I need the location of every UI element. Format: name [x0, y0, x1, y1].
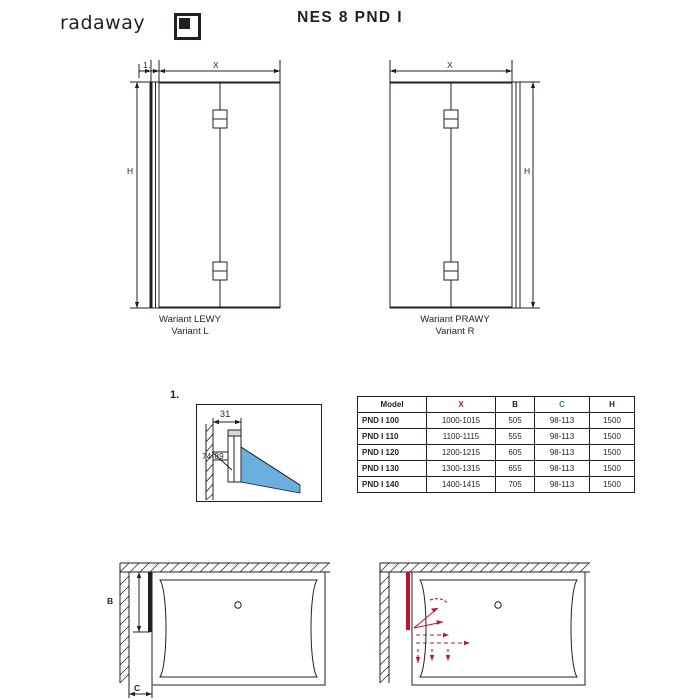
detail-dim-31: 31 — [220, 409, 231, 419]
table-cell-x: 1000-1015 — [427, 413, 496, 429]
table-cell-h: 1500 — [590, 413, 635, 429]
brand-logo-text: radaway — [60, 12, 146, 34]
table-cell-b: 605 — [496, 445, 535, 461]
table-cell-x: 1100-1115 — [427, 429, 496, 445]
detail-dim-74-89: 74-89 — [202, 452, 224, 461]
table-cell-b: 705 — [496, 477, 535, 493]
table-header-x: X — [427, 397, 496, 413]
table-cell-x: 1300-1315 — [427, 461, 496, 477]
plan-dim-b-label: B — [107, 596, 114, 606]
left-view-caption-line1: Wariant LEWY — [159, 314, 221, 325]
left-dim-small-label: 1. — [143, 60, 151, 70]
table-cell-c: 98-113 — [535, 429, 590, 445]
right-dim-h-label: H — [524, 166, 531, 176]
table-cell-c: 98-113 — [535, 477, 590, 493]
table-cell-h: 1500 — [590, 461, 635, 477]
table-cell-model: PND I 110 — [358, 429, 427, 445]
table-cell-b: 505 — [496, 413, 535, 429]
right-view-caption-line1: Wariant PRAWY — [420, 314, 490, 325]
page-title: NES 8 PND I — [297, 9, 403, 26]
left-dim-h-label: H — [127, 166, 134, 176]
right-dim-x-label: X — [447, 60, 453, 70]
table-header-b: B — [496, 397, 535, 413]
table-cell-h: 1500 — [590, 445, 635, 461]
table-cell-x: 1400-1415 — [427, 477, 496, 493]
table-header-h: H — [590, 397, 635, 413]
plan-dim-c-label: C — [134, 683, 141, 693]
table-cell-h: 1500 — [590, 477, 635, 493]
table-cell-x: 1200-1215 — [427, 445, 496, 461]
table-cell-b: 655 — [496, 461, 535, 477]
detail-callout-number: 1. — [170, 389, 180, 401]
right-view-caption-line2: Variant R — [435, 326, 475, 337]
table-cell-model: PND I 140 — [358, 477, 427, 493]
table-cell-b: 555 — [496, 429, 535, 445]
table-cell-c: 98-113 — [535, 461, 590, 477]
table-cell-h: 1500 — [590, 429, 635, 445]
table-cell-model: PND I 120 — [358, 445, 427, 461]
left-view-caption-line2: Variant L — [171, 326, 209, 337]
left-dim-x-label: X — [213, 60, 219, 70]
table-header-c: C — [535, 397, 590, 413]
table-cell-model: PND I 130 — [358, 461, 427, 477]
table-cell-c: 98-113 — [535, 445, 590, 461]
table-cell-model: PND I 100 — [358, 413, 427, 429]
table-header-model: Model — [358, 397, 427, 413]
table-cell-c: 98-113 — [535, 413, 590, 429]
